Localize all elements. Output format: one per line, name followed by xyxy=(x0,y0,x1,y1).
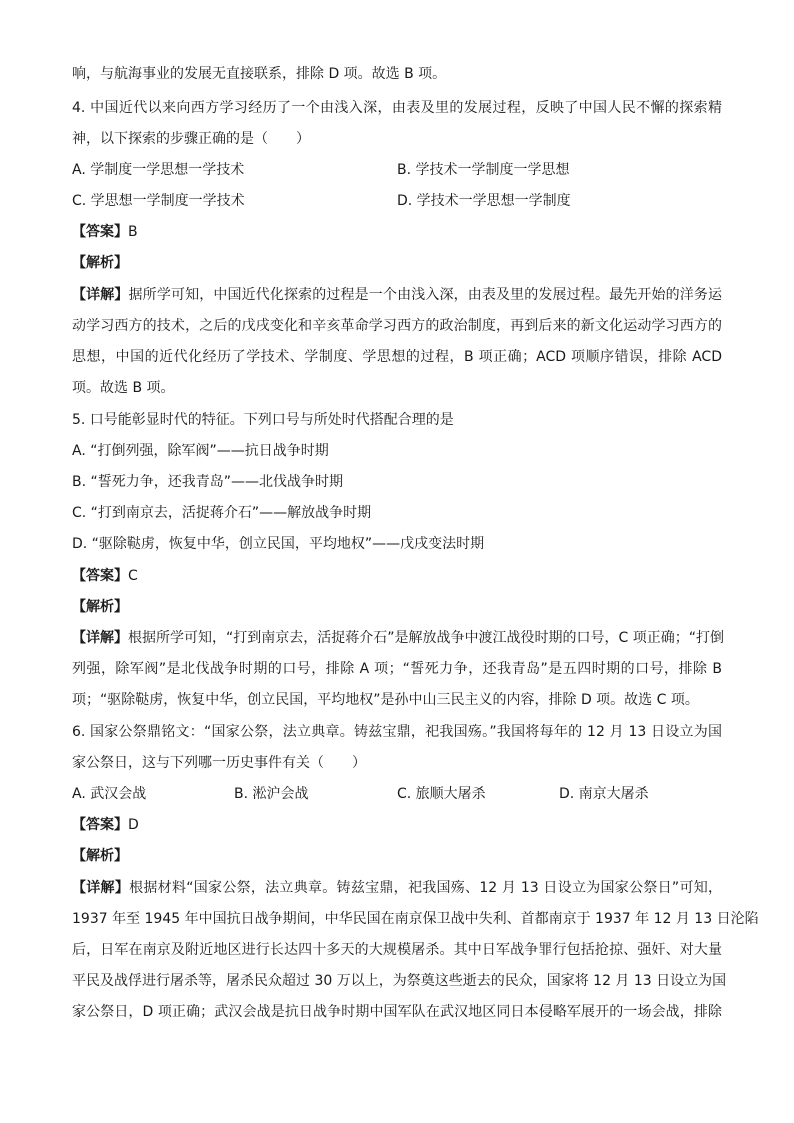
q5-detail-line-2: 列强，除军阀”是北伐战争时期的口号，排除 A 项；“誓死力争，还我青岛”是五四时期的口号，排除 B xyxy=(72,661,722,677)
detail-text: 根据材料“国家公祭，法立典章。铸兹宝鼎，祀我国殇、12 月 13 日设立为国家公祭日”可知， xyxy=(129,880,723,896)
detail-tag: 【详解】 xyxy=(72,880,130,896)
q6-stem-line-2: 家公祭日，这与下列哪一历史事件有关（ ） xyxy=(72,755,366,771)
answer-tag: 【答案】 xyxy=(72,224,128,240)
analysis-tag: 【解析】 xyxy=(72,599,128,615)
q4-detail-line-3: 思想，中国的近代化经历了学技术、学制度、学思想的过程，B 项正确；ACD 项顺序错误，排除 ACD xyxy=(72,349,722,365)
q4-option-c: C. 学思想一学制度一学技术 xyxy=(72,193,245,209)
q6-detail-line-4: 平民及战俘进行屠杀等，屠杀民众超过 30 万以上，为祭奠这些逝去的民众，国家将 12 月 13 日设立为国 xyxy=(72,973,727,989)
q6-detail-line-3: 后，日军在南京及附近地区进行长达四十多天的大规模屠杀。其中日军战争罪行包括抢掠、强奸、对大量 xyxy=(72,942,722,958)
q6-answer xyxy=(72,815,722,835)
q6-detail-line-2: 1937 年至 1945 年中国抗日战争期间，中华民国在南京保卫战中失利、首都南京于 1937 年 12 月 13 日沦陷 xyxy=(72,911,759,927)
answer-value: C xyxy=(128,568,138,584)
q4-option-a: A. 学制度一学思想一学技术 xyxy=(72,162,245,178)
q5-detail-line-3: 项；“驱除鞑虏，恢复中华，创立民国，平均地权”是孙中山三民主义的内容，排除 D 项。故选 C 项。 xyxy=(72,692,699,708)
q5-detail-line-1 xyxy=(72,628,722,648)
analysis-tag: 【解析】 xyxy=(72,848,128,864)
answer-tag: 【答案】 xyxy=(72,817,128,833)
q6-stem-line-1: 6. 国家公祭鼎铭文：“国家公祭，法立典章。铸兹宝鼎，祀我国殇。”我国将每年的 12 月 13 日设立为国 xyxy=(72,724,722,740)
q4-stem-line-2: 神，以下探索的步骤正确的是（ ） xyxy=(72,131,310,147)
q6-option-c: C. 旅顺大屠杀 xyxy=(397,786,486,802)
q6-analysis-heading xyxy=(72,846,722,866)
q4-stem-line-1: 4. 中国近代以来向西方学习经历了一个由浅入深，由表及里的发展过程，反映了中国人民不懈的探索精 xyxy=(72,100,722,116)
q6-option-d: D. 南京大屠杀 xyxy=(559,786,649,802)
q6-detail-line-1 xyxy=(72,878,722,898)
q6-detail-line-5: 家公祭日，D 项正确；武汉会战是抗日战争时期中国军队在武汉地区同日本侵略军展开的一场会战，排除 xyxy=(72,1004,722,1020)
detail-tag: 【详解】 xyxy=(72,630,128,646)
answer-value: B xyxy=(128,224,138,240)
q4-option-b: B. 学技术一学制度一学思想 xyxy=(397,162,570,178)
q5-answer xyxy=(72,566,722,586)
q4-detail-line-4: 项。故选 B 项。 xyxy=(72,380,175,396)
q4-detail-line-2: 动学习西方的技术，之后的戊戌变化和辛亥革命学习西方的政治制度，再到后来的新文化运动学习西方的 xyxy=(72,318,722,334)
detail-text: 根据所学可知，“打到南京去，活捉蒋介石”是解放战争中渡江战役时期的口号，C 项正确；“打倒 xyxy=(128,630,724,646)
detail-tag: 【详解】 xyxy=(72,287,129,303)
analysis-tag: 【解析】 xyxy=(72,255,128,271)
q5-option-c: C. “打到南京去，活捉蒋介石”——解放战争时期 xyxy=(72,505,372,521)
q5-option-d: D. “驱除鞑虏，恢复中华，创立民国，平均地权”——戊戌变法时期 xyxy=(72,536,485,552)
answer-tag: 【答案】 xyxy=(72,568,128,584)
q4-detail-line-1 xyxy=(72,285,722,305)
q5-stem: 5. 口号能彰显时代的特征。下列口号与所处时代搭配合理的是 xyxy=(72,412,454,428)
q6-option-a: A. 武汉会战 xyxy=(72,786,147,802)
q4-option-d: D. 学技术一学思想一学制度 xyxy=(397,193,571,209)
answer-value: D xyxy=(128,817,139,833)
q5-analysis-heading xyxy=(72,597,722,617)
detail-text: 据所学可知，中国近代化探索的过程是一个由浅入深，由表及里的发展过程。最先开始的洋务运 xyxy=(128,287,723,303)
q4-answer xyxy=(72,222,722,242)
previous-analysis-tail: 响，与航海事业的发展无直接联系，排除 D 项。故选 B 项。 xyxy=(72,66,447,82)
q5-option-b: B. “誓死力争，还我青岛”——北伐战争时期 xyxy=(72,474,344,490)
q5-option-a: A. “打倒列强，除军阀”——抗日战争时期 xyxy=(72,443,329,459)
q6-option-b: B. 淞沪会战 xyxy=(234,786,309,802)
q4-analysis-heading xyxy=(72,253,722,273)
